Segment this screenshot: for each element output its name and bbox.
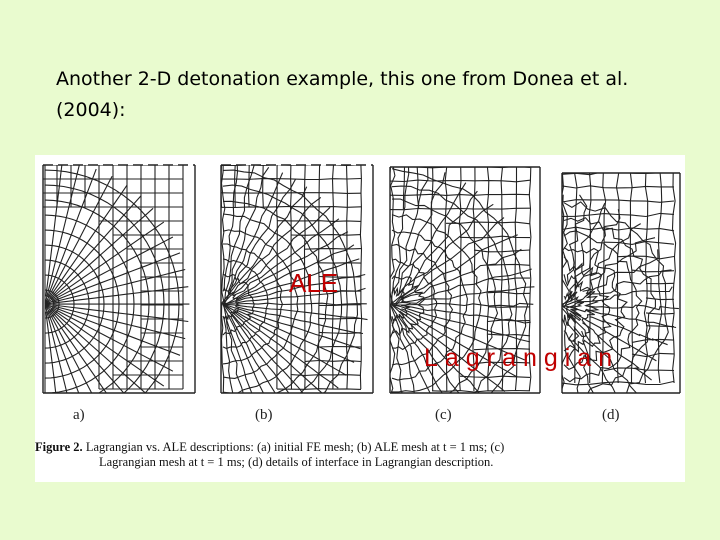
mesh-panel-c-grid-h xyxy=(390,180,530,182)
mesh-panel-b-mesh xyxy=(221,160,368,440)
mesh-panel-d-grid-h xyxy=(562,213,674,216)
mesh-panel-b-grid-v xyxy=(249,165,250,207)
mesh-panel-b-grid-h xyxy=(305,249,361,250)
mesh-panel-d-grid-h xyxy=(562,200,674,203)
mesh-panel-c xyxy=(389,163,540,441)
mesh-figure xyxy=(35,155,685,482)
mesh-panel-b-spoke xyxy=(235,312,338,388)
mesh-panel-c-grid-h xyxy=(460,376,530,377)
mesh-panel-d-grid-h xyxy=(632,353,674,356)
mesh-panel-b-grid-h xyxy=(277,389,361,390)
mesh-panel-c-mesh xyxy=(389,163,534,441)
ale-overlay-label: ALE xyxy=(289,268,339,298)
mesh-panel-d-mesh xyxy=(559,171,679,420)
mesh-panel-a xyxy=(43,160,195,440)
panel-label-c: (c) xyxy=(435,407,452,423)
mesh-panel-b xyxy=(221,160,373,440)
panel-label-a: a) xyxy=(73,407,85,423)
mesh-panel-b-grid-h xyxy=(221,193,361,194)
mesh-panel-c-spoke xyxy=(397,191,477,295)
mesh-panel-c-spoke xyxy=(391,269,532,304)
mesh-panel-b-spoke xyxy=(224,173,283,305)
mesh-panel-b-grid-v xyxy=(263,165,264,207)
mesh-panel-d xyxy=(559,171,680,420)
mesh-panel-d-grid-h xyxy=(562,186,674,188)
mesh-panel-c-grid-h xyxy=(488,307,530,308)
mesh-panel-a-spoke xyxy=(48,311,96,439)
mesh-panel-c-spoke xyxy=(393,163,409,294)
mesh-panel-c-spoke xyxy=(392,303,533,306)
mesh-panel-c-grid-h xyxy=(432,391,530,393)
mesh-panel-b-spoke xyxy=(223,304,283,436)
panel-label-b: (b) xyxy=(255,407,273,423)
mesh-panel-d-grid-h xyxy=(562,227,674,231)
mesh-panel-b-grid-h xyxy=(221,179,361,180)
slide-body-text: Another 2-D detonation example, this one from Donea et al. (2004): xyxy=(56,68,629,121)
mesh-panel-d-grid-v xyxy=(658,173,661,383)
mesh-panel-d-grid-v xyxy=(672,173,675,383)
mesh-panels xyxy=(35,155,685,440)
lagrangian-overlay-label: Lagrangian xyxy=(424,344,620,372)
panel-label-d: (d) xyxy=(602,407,620,423)
mesh-panel-c-grid-h xyxy=(460,236,530,238)
caption-line-2: Lagrangian mesh at t = 1 ms; (d) details of interface in Lagrangian description. xyxy=(99,455,494,469)
mesh-panel-b-spoke xyxy=(235,307,363,334)
mesh-panel-b-spoke xyxy=(232,314,319,411)
mesh-panel-a-mesh xyxy=(43,160,189,440)
mesh-panel-c-grid-v xyxy=(403,167,404,209)
caption-line-1: Lagrangian vs. ALE descriptions: (a) initial FE mesh; (b) ALE mesh at t = 1 ms; (c) xyxy=(82,440,505,454)
mesh-panel-d-arc xyxy=(564,274,598,341)
mesh-panel-a-spoke xyxy=(46,312,63,440)
mesh-panel-c-spoke xyxy=(392,305,531,342)
mesh-panel-a-spoke xyxy=(45,304,141,412)
caption-figure-number: Figure 2. xyxy=(35,440,83,454)
mesh-panel-c-spoke xyxy=(390,304,427,440)
